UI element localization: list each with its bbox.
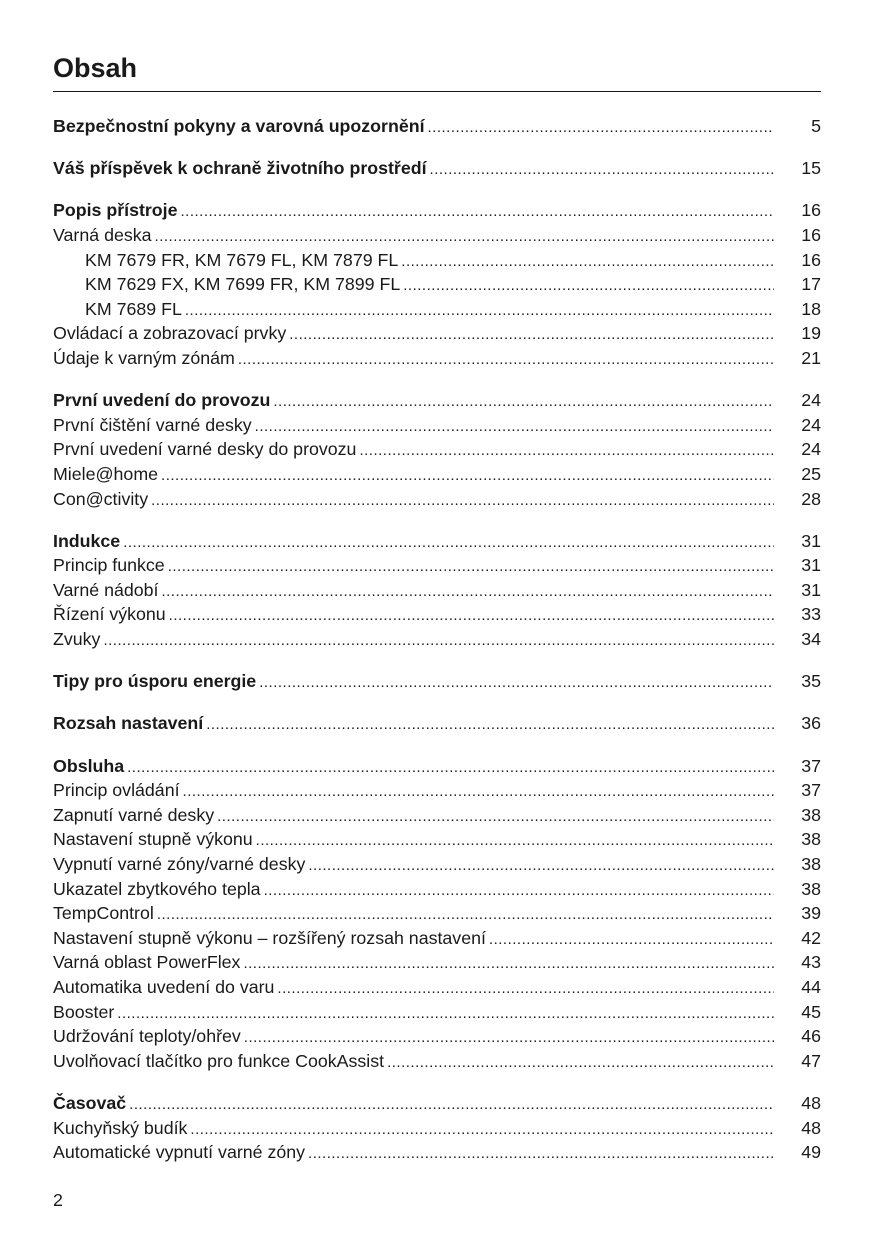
- dot-leader: [259, 671, 774, 696]
- toc-entry-page-number: 17: [801, 274, 821, 295]
- toc-entry-label: Automatické vypnutí varné zóny: [53, 1142, 306, 1163]
- dot-leader: [289, 323, 774, 348]
- toc-heading-entry[interactable]: [53, 669, 821, 694]
- toc-entry[interactable]: [53, 602, 821, 627]
- toc-entry-label: Varné nádobí: [53, 579, 159, 600]
- dot-leader: [273, 390, 774, 415]
- toc-section: [53, 156, 821, 181]
- toc-entry[interactable]: [53, 272, 821, 297]
- dot-leader: [185, 299, 774, 324]
- toc-entry-label: Zvuky: [53, 629, 101, 650]
- toc-entry-label: Automatika uvedení do varu: [53, 976, 275, 997]
- dot-leader: [123, 531, 774, 556]
- dot-leader: [430, 158, 774, 183]
- toc-entry-label: Indukce: [53, 530, 121, 551]
- toc-entry-label: TempControl: [53, 903, 154, 924]
- toc-entry-label: Uvolňovací tlačítko pro funkce CookAssist: [53, 1050, 385, 1071]
- toc-section: [53, 114, 821, 139]
- dot-leader: [161, 464, 774, 489]
- toc-entry-page-number: 24: [801, 390, 821, 411]
- dot-leader: [387, 1051, 774, 1076]
- toc-entry-page-number: 38: [801, 854, 821, 874]
- dot-leader: [155, 225, 774, 250]
- toc-entry-page-number: 31: [801, 579, 821, 600]
- toc-entry[interactable]: [53, 926, 821, 951]
- toc-entry[interactable]: [53, 1116, 821, 1141]
- toc-heading-entry[interactable]: [53, 198, 821, 223]
- toc-entry[interactable]: [53, 1140, 821, 1165]
- dot-leader: [244, 1026, 774, 1051]
- toc-entry-label: Princip ovládání: [53, 780, 180, 801]
- page-title: Obsah: [53, 53, 138, 83]
- table-of-contents: [53, 114, 821, 1182]
- toc-entry-page-number: 37: [801, 780, 821, 801]
- toc-heading-entry[interactable]: [53, 754, 821, 779]
- dot-leader: [161, 580, 774, 605]
- toc-entry[interactable]: [53, 553, 821, 578]
- toc-entry-label: Rozsah nastavení: [53, 713, 204, 734]
- dot-leader: [264, 879, 774, 904]
- toc-entry-page-number: 38: [801, 829, 821, 850]
- dot-leader: [255, 415, 774, 440]
- toc-entry[interactable]: [53, 975, 821, 1000]
- toc-entry-label: Váš příspěvek k ochraně životního prostředí: [53, 158, 427, 179]
- toc-entry-page-number: 35: [801, 671, 821, 692]
- toc-entry-label: Zapnutí varné desky: [53, 804, 215, 825]
- toc-entry[interactable]: [53, 1049, 821, 1074]
- toc-section: [53, 669, 821, 694]
- toc-entry-label: Popis přístroje: [53, 200, 178, 221]
- dot-leader: [308, 1142, 774, 1167]
- dot-leader: [129, 1093, 774, 1118]
- toc-entry-page-number: 38: [801, 878, 821, 899]
- toc-entry-page-number: 37: [801, 755, 821, 776]
- toc-entry-page-number: 21: [801, 347, 821, 368]
- toc-entry-label: První uvedení do provozu: [53, 390, 271, 411]
- toc-entry-page-number: 24: [801, 439, 821, 460]
- toc-entry-page-number: 16: [801, 224, 821, 245]
- dot-leader: [277, 977, 774, 1002]
- toc-entry-page-number: 48: [801, 1092, 821, 1113]
- dot-leader: [157, 903, 774, 928]
- toc-entry-label: První čištění varné desky: [53, 414, 252, 435]
- toc-heading-entry[interactable]: [53, 711, 821, 736]
- toc-entry[interactable]: [53, 901, 821, 926]
- toc-entry-page-number: 36: [801, 713, 821, 734]
- toc-entry-label: Nastavení stupně výkonu – rozšířený rozsah nastavení: [53, 927, 486, 948]
- page-number: 2: [53, 1190, 63, 1210]
- toc-entry[interactable]: [53, 487, 821, 512]
- toc-entry[interactable]: [53, 248, 821, 273]
- toc-entry-page-number: 15: [801, 158, 821, 179]
- toc-entry[interactable]: [53, 462, 821, 487]
- toc-section: [53, 388, 821, 511]
- toc-heading-entry[interactable]: [53, 114, 821, 139]
- dot-leader: [117, 1002, 774, 1027]
- toc-entry-label: Princip funkce: [53, 555, 165, 576]
- toc-entry[interactable]: [53, 950, 821, 975]
- dot-leader: [489, 928, 774, 953]
- toc-entry-label: Vypnutí varné zóny/varné desky: [53, 854, 306, 874]
- dot-leader: [403, 274, 774, 299]
- title-divider: [53, 91, 821, 92]
- dot-leader: [256, 829, 774, 854]
- toc-entry[interactable]: [53, 627, 821, 652]
- toc-entry-label: Nastavení stupně výkonu: [53, 829, 253, 850]
- dot-leader: [151, 489, 774, 514]
- toc-entry-page-number: 49: [801, 1142, 821, 1163]
- toc-entry-label: Varná deska: [53, 224, 152, 245]
- dot-leader: [308, 854, 774, 879]
- dot-leader: [428, 116, 774, 141]
- toc-entry-label: Časovač: [53, 1092, 127, 1113]
- toc-entry-page-number: 38: [801, 804, 821, 825]
- toc-section: [53, 754, 821, 1074]
- toc-entry-page-number: 34: [801, 629, 821, 650]
- toc-entry-label: Udržování teploty/ohřev: [53, 1026, 241, 1047]
- toc-entry[interactable]: [53, 778, 821, 803]
- toc-entry-page-number: 47: [801, 1050, 821, 1071]
- toc-entry-label: Řízení výkonu: [53, 604, 166, 625]
- toc-entry-page-number: 25: [801, 463, 821, 484]
- toc-entry[interactable]: [53, 413, 821, 438]
- toc-entry-label: KM 7689 FL: [85, 298, 182, 319]
- toc-section: [53, 711, 821, 736]
- toc-entry-label: První uvedení varné desky do provozu: [53, 439, 357, 460]
- toc-entry[interactable]: [53, 346, 821, 371]
- dot-leader: [103, 629, 774, 654]
- toc-entry-label: Booster: [53, 1001, 115, 1022]
- toc-entry-page-number: 18: [801, 298, 821, 319]
- toc-entry-page-number: 46: [801, 1026, 821, 1047]
- toc-entry[interactable]: [53, 803, 821, 828]
- toc-entry-page-number: 45: [801, 1001, 821, 1022]
- dot-leader: [127, 756, 774, 781]
- toc-entry-label: KM 7629 FX, KM 7699 FR, KM 7899 FL: [85, 274, 401, 295]
- dot-leader: [243, 952, 774, 977]
- toc-heading-entry[interactable]: [53, 529, 821, 554]
- toc-entry-label: Ukazatel zbytkového tepla: [53, 878, 261, 899]
- toc-entry-page-number: 31: [801, 555, 821, 576]
- toc-entry-page-number: 43: [801, 952, 821, 973]
- toc-entry[interactable]: [53, 321, 821, 346]
- toc-entry[interactable]: [53, 578, 821, 603]
- toc-section: [53, 198, 821, 370]
- dot-leader: [181, 200, 775, 225]
- dot-leader: [401, 250, 774, 275]
- toc-entry-page-number: 48: [801, 1117, 821, 1138]
- toc-section: [53, 1091, 821, 1165]
- toc-entry-page-number: 28: [801, 488, 821, 509]
- toc-entry-page-number: 39: [801, 903, 821, 924]
- toc-entry-label: Varná oblast PowerFlex: [53, 952, 241, 973]
- toc-section: [53, 529, 821, 652]
- toc-entry[interactable]: [53, 877, 821, 902]
- toc-entry[interactable]: [53, 1024, 821, 1049]
- toc-entry-page-number: 42: [801, 927, 821, 948]
- toc-entry-label: KM 7679 FR, KM 7679 FL, KM 7879 FL: [85, 249, 399, 270]
- toc-entry-page-number: 31: [801, 530, 821, 551]
- dot-leader: [190, 1118, 774, 1143]
- toc-entry-label: Ovládací a zobrazovací prvky: [53, 323, 287, 344]
- dot-leader: [359, 439, 774, 464]
- toc-entry-page-number: 44: [801, 976, 821, 997]
- toc-entry-page-number: 19: [801, 323, 821, 344]
- dot-leader: [183, 780, 774, 805]
- toc-entry[interactable]: [53, 827, 821, 852]
- toc-entry[interactable]: [53, 223, 821, 248]
- dot-leader: [169, 604, 774, 629]
- toc-entry-label: Tipy pro úsporu energie: [53, 671, 257, 692]
- toc-entry-label: Údaje k varným zónám: [53, 347, 235, 368]
- toc-entry-page-number: 33: [801, 604, 821, 625]
- toc-heading-entry[interactable]: [53, 1091, 821, 1116]
- toc-entry-label: Con@ctivity: [53, 488, 149, 509]
- toc-entry[interactable]: [53, 437, 821, 462]
- toc-entry[interactable]: [53, 297, 821, 322]
- toc-entry-label: Obsluha: [53, 755, 125, 776]
- dot-leader: [238, 348, 774, 373]
- toc-entry-label: Kuchyňský budík: [53, 1117, 188, 1138]
- toc-heading-entry[interactable]: [53, 156, 821, 181]
- toc-entry-label: Miele@home: [53, 463, 159, 484]
- toc-entry-label: Bezpečnostní pokyny a varovná upozornění: [53, 116, 425, 136]
- dot-leader: [168, 555, 774, 580]
- dot-leader: [206, 713, 774, 738]
- dot-leader: [217, 805, 774, 830]
- toc-entry-page-number: 5: [811, 116, 821, 136]
- toc-heading-entry[interactable]: [53, 388, 821, 413]
- toc-entry[interactable]: [53, 1000, 821, 1025]
- toc-entry-page-number: 24: [801, 414, 821, 435]
- toc-entry-page-number: 16: [801, 249, 821, 270]
- toc-entry[interactable]: [53, 852, 821, 877]
- toc-entry-page-number: 16: [801, 200, 821, 221]
